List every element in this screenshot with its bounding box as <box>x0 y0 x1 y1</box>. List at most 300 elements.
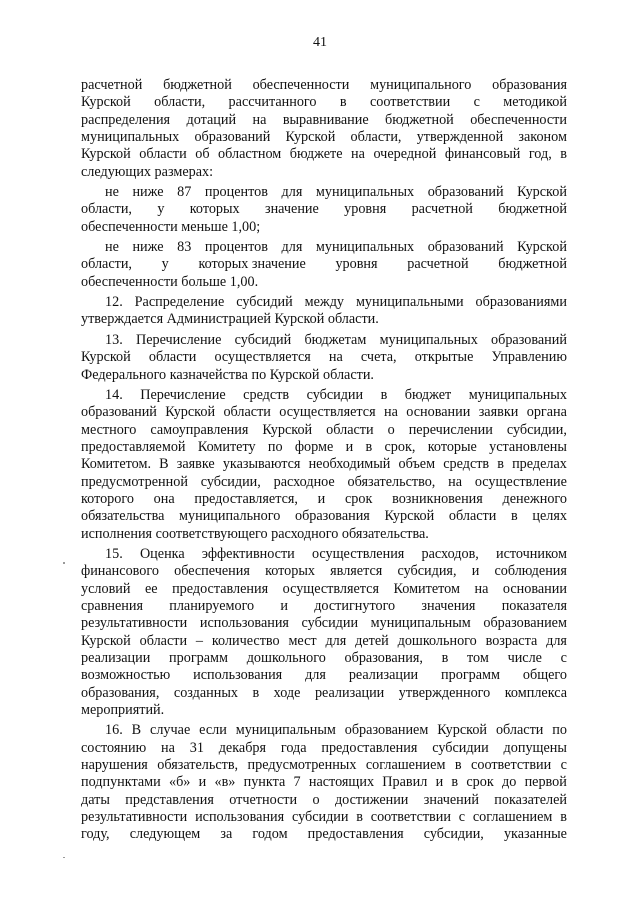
word: с <box>560 757 567 774</box>
word: на <box>328 349 343 366</box>
word: и <box>345 438 354 455</box>
text-line <box>81 201 567 218</box>
text-line <box>81 546 567 563</box>
word: с <box>473 94 480 111</box>
text-line <box>81 239 567 256</box>
word: Курской <box>384 508 435 525</box>
word: соглашением <box>472 809 553 826</box>
word: по <box>552 722 567 739</box>
word: бюджетной <box>498 256 567 273</box>
word: области <box>223 404 271 421</box>
word: органа <box>526 404 567 421</box>
word: возникновения <box>392 490 483 507</box>
word: следующем <box>129 826 201 843</box>
word: области, <box>81 201 132 218</box>
word: общего <box>522 667 567 684</box>
text-line <box>81 422 567 439</box>
word: для <box>305 667 326 684</box>
word: использования <box>199 615 289 632</box>
word: предусмотренной <box>81 473 188 490</box>
word: муниципальным <box>235 722 336 739</box>
word: образования <box>492 77 567 93</box>
word: бюджете <box>289 146 343 163</box>
word: областном <box>218 146 282 163</box>
word: программ <box>441 667 500 684</box>
text-line <box>81 740 567 757</box>
paragraph <box>81 184 567 236</box>
word: не <box>105 184 119 201</box>
word: расходное <box>273 473 335 490</box>
word: Комитетом <box>393 580 460 597</box>
word: местного <box>81 421 137 438</box>
line-text: исполнения соответствующего расходного обязательства. <box>81 525 429 542</box>
text-line <box>81 526 567 543</box>
word: реализации <box>81 650 151 666</box>
word: показателей <box>494 791 567 808</box>
word: осуществляется <box>214 349 311 366</box>
word: 14. <box>105 386 123 403</box>
word: количество <box>211 632 280 649</box>
text-line <box>81 581 567 598</box>
text-line <box>81 650 567 667</box>
word: на <box>474 580 489 597</box>
word: комплекса <box>504 684 567 701</box>
word: муниципальных <box>315 239 415 256</box>
word: Курской <box>81 94 131 111</box>
word: необходимый <box>308 456 391 473</box>
word: для <box>281 184 303 201</box>
word: Комитету <box>197 438 256 455</box>
scan-speck <box>63 857 65 858</box>
text-line <box>81 311 567 328</box>
word: значения <box>421 597 476 614</box>
word: Комитетом. <box>81 456 152 473</box>
word: 31 <box>189 739 204 756</box>
word: в <box>356 809 363 826</box>
word: она <box>153 490 175 507</box>
word: субсидии, <box>506 421 567 438</box>
text-line <box>81 667 567 684</box>
word: если <box>199 722 227 739</box>
word: муниципальных <box>468 386 567 403</box>
word: Курской <box>517 239 567 256</box>
word: обязательства <box>81 508 165 525</box>
word: которые <box>427 438 477 455</box>
word: Курской <box>517 184 567 201</box>
word: Перечисление <box>140 386 226 403</box>
word: соответствии <box>370 809 451 826</box>
text-line <box>81 164 567 181</box>
word: пункта <box>243 774 286 791</box>
word: предоставления <box>321 739 418 756</box>
text-line <box>81 685 567 702</box>
word: обеспечения <box>174 563 250 580</box>
word: Курской <box>262 421 313 438</box>
word: расчетной <box>407 256 469 273</box>
word: образований <box>491 331 567 348</box>
word: которых значение <box>198 256 306 273</box>
word: обязательство, <box>347 473 436 490</box>
word: указанные <box>503 826 567 843</box>
word: области, <box>81 256 132 273</box>
word: за <box>220 826 233 843</box>
word: субсидий <box>236 294 293 311</box>
word: 83 <box>177 239 192 256</box>
text-line <box>81 94 567 111</box>
text-line <box>81 77 567 94</box>
word: осуществляется <box>279 404 376 421</box>
text-line <box>81 792 567 809</box>
word: В <box>159 456 169 473</box>
text-line <box>81 826 567 843</box>
word: соблюдения <box>494 563 567 580</box>
word: в <box>511 508 518 525</box>
word: бюджет <box>404 386 452 403</box>
word: 16. <box>105 722 123 739</box>
word: образования, <box>81 684 160 701</box>
word: которых <box>265 563 315 580</box>
word: области, <box>154 94 206 111</box>
word: на <box>351 146 365 163</box>
text-line <box>81 598 567 615</box>
text-line <box>81 774 567 791</box>
paragraph <box>81 294 567 329</box>
text-line <box>81 274 567 291</box>
word: дошкольного <box>397 632 477 649</box>
word: субсидии <box>301 615 359 632</box>
word: установлены <box>489 438 567 455</box>
word: субсидии <box>306 386 364 403</box>
document-body <box>81 77 567 844</box>
word: самоуправления <box>150 421 249 438</box>
text-line <box>81 508 567 525</box>
word: счета, <box>360 349 397 366</box>
word: образований <box>194 129 271 146</box>
word: для <box>546 632 567 649</box>
word: срок <box>466 774 494 791</box>
word: и <box>435 774 444 791</box>
word: осуществление <box>474 473 567 490</box>
word: процентов <box>204 239 268 256</box>
word: в <box>497 456 504 473</box>
word: муниципальных <box>379 331 478 348</box>
word: является <box>330 563 383 580</box>
word: показателя <box>501 597 567 614</box>
word: «в» <box>214 774 236 791</box>
text-line <box>81 129 567 146</box>
word: средств <box>243 386 290 403</box>
word: обязательств, <box>157 757 239 774</box>
text-line <box>81 456 567 473</box>
text-line <box>81 757 567 774</box>
word: соответствии <box>471 757 552 774</box>
word: ходе <box>273 684 301 701</box>
word: в <box>252 684 260 701</box>
text-line <box>81 491 567 508</box>
word: между <box>304 294 345 311</box>
word: области <box>326 421 374 438</box>
text-line <box>81 615 567 632</box>
word: для <box>281 239 303 256</box>
word: указываются <box>222 456 301 473</box>
word: бюджетной <box>163 77 232 93</box>
text-line <box>81 112 567 129</box>
word: основании <box>406 404 471 421</box>
word: бюджетной <box>385 111 454 128</box>
word: субсидии, <box>423 826 484 843</box>
word: результативности <box>81 615 188 632</box>
word: денежного <box>502 490 567 507</box>
word: обеспеченности <box>252 77 350 93</box>
word: возможностью <box>81 667 171 684</box>
word: осуществления <box>311 545 405 562</box>
word: образования <box>294 508 370 525</box>
word: использования <box>193 667 283 684</box>
word: эффективности <box>201 545 295 562</box>
word: распределения <box>81 111 171 128</box>
word: году, <box>81 826 110 843</box>
word: в <box>560 146 567 163</box>
word: финансовый <box>444 146 521 163</box>
word: значений <box>423 791 479 808</box>
scan-speck <box>63 562 65 564</box>
word: субсидии <box>432 739 489 756</box>
word: реализации <box>348 667 419 684</box>
word: утвержденного <box>398 684 491 701</box>
word: с <box>458 809 466 826</box>
word: субсидии, <box>200 473 261 490</box>
word: 7 <box>293 774 301 791</box>
word: обеспеченности <box>470 111 567 128</box>
word: и <box>471 563 480 580</box>
word: – <box>195 632 203 649</box>
word: ниже <box>132 184 164 201</box>
word: ниже <box>132 239 164 256</box>
word: образований <box>427 184 504 201</box>
word: утвержденной <box>416 129 504 146</box>
word: достигнутого <box>314 597 396 614</box>
word: источником <box>496 545 567 562</box>
word: Курской <box>81 146 131 163</box>
word: значение <box>264 201 319 218</box>
word: соответствии <box>370 94 451 111</box>
word: года <box>280 739 307 756</box>
word: «б» <box>168 774 191 791</box>
line-text: следующих размерах: <box>81 163 214 180</box>
word: муниципальных <box>81 129 180 146</box>
word: муниципального <box>179 508 281 525</box>
word: том <box>467 650 489 666</box>
word: год, <box>528 146 552 163</box>
page-number: 41 <box>313 35 327 50</box>
word: Перечисление <box>135 331 222 348</box>
word: которых <box>189 201 240 218</box>
word: ее <box>144 580 158 597</box>
word: Курской <box>81 632 131 649</box>
word: результативности <box>81 809 188 826</box>
word: Распределение <box>134 294 225 311</box>
line-text: обеспеченности больше 1,00. <box>81 273 259 290</box>
word: предусмотренных <box>247 757 357 774</box>
word: области <box>139 632 188 649</box>
word: субсидия, <box>397 563 457 580</box>
word: области <box>448 508 497 525</box>
word: срок <box>344 490 373 507</box>
word: муниципальным <box>370 615 471 632</box>
word: перечислении <box>408 421 493 438</box>
word: пределах <box>512 456 567 473</box>
line-text: обеспеченности меньше 1,00; <box>81 218 261 235</box>
text-line <box>81 387 567 404</box>
word: субсидии <box>291 809 349 826</box>
word: отчетности <box>229 791 298 808</box>
word: образованием <box>344 722 429 739</box>
word: средств <box>443 456 490 473</box>
word: у <box>157 201 165 218</box>
paragraph <box>81 387 567 543</box>
word: созданных <box>173 684 238 701</box>
word: дошкольного <box>246 650 326 666</box>
word: Курской <box>81 349 131 366</box>
word: состоянию <box>81 739 147 756</box>
word: Курской <box>165 404 216 421</box>
word: рассчитанного <box>228 94 317 111</box>
word: об <box>195 146 210 163</box>
word: представления <box>125 791 214 808</box>
word: 13. <box>105 331 123 348</box>
word: целях <box>532 508 567 525</box>
word: бюджетам <box>304 331 367 348</box>
word: по <box>267 438 283 455</box>
word: заявке <box>176 456 215 473</box>
word: образований <box>427 239 504 256</box>
word: методикой <box>503 94 567 111</box>
word: в <box>380 386 388 403</box>
text-line <box>81 722 567 739</box>
word: осуществляется <box>282 580 379 597</box>
word: для <box>325 632 347 649</box>
word: расходов, <box>421 545 479 562</box>
word: уровня <box>344 201 387 218</box>
line-text: утверждается Администрацией Курской области. <box>81 311 379 328</box>
word: первой <box>524 774 567 791</box>
word: детей <box>355 632 389 649</box>
text-line <box>81 633 567 650</box>
word: открытые <box>414 349 474 366</box>
word: 15. <box>105 545 123 562</box>
paragraph <box>81 77 567 181</box>
word: даты <box>81 791 110 808</box>
word: образований <box>81 404 157 421</box>
word: настоящих <box>308 774 375 791</box>
word: предоставляемой <box>81 438 186 455</box>
word: до <box>502 774 517 791</box>
word: числе <box>507 650 542 666</box>
word: форме <box>294 438 334 455</box>
word: на <box>384 404 398 421</box>
word: в <box>451 774 459 791</box>
word: допущены <box>503 739 567 756</box>
word: о <box>312 791 320 808</box>
word: дотаций <box>186 111 237 128</box>
word: в <box>339 94 347 111</box>
text-line <box>81 332 567 349</box>
word: объем <box>398 456 436 473</box>
word: муниципальными <box>355 294 464 311</box>
word: расчетной <box>411 201 473 218</box>
word: 12. <box>105 294 123 311</box>
word: в <box>441 650 449 666</box>
word: области <box>139 146 187 163</box>
text-line <box>81 146 567 163</box>
word: программ <box>169 650 228 666</box>
word: подпунктами <box>81 774 161 791</box>
word: в <box>454 757 462 774</box>
word: Курской <box>437 722 488 739</box>
word: муниципальных <box>315 184 415 201</box>
word: Управлению <box>491 349 567 366</box>
word: о <box>387 421 395 438</box>
word: Правил <box>382 774 428 791</box>
word: выравнивание <box>282 111 369 128</box>
word: законом <box>518 129 567 146</box>
word: финансового <box>81 563 159 580</box>
word: заявки <box>478 404 519 421</box>
word: субсидий <box>234 331 292 348</box>
text-line <box>81 809 567 826</box>
line-text: мероприятий. <box>81 702 165 719</box>
word: годом <box>252 826 288 843</box>
word: В <box>131 722 142 739</box>
word: которого <box>81 490 134 507</box>
word: и <box>198 774 207 791</box>
word: на <box>448 473 463 490</box>
word: условий <box>81 580 131 597</box>
paragraph <box>81 239 567 291</box>
word: мест <box>288 632 317 649</box>
line-text: Федерального казначейства по Курской области. <box>81 366 374 383</box>
word: в <box>365 438 373 455</box>
word: и <box>317 490 326 507</box>
word: предоставляется, <box>194 490 298 507</box>
word: с <box>560 650 567 666</box>
word: сравнения <box>81 597 143 614</box>
word: в <box>560 809 567 826</box>
word: нарушения <box>81 757 148 774</box>
word: срок, <box>384 438 416 455</box>
text-line <box>81 439 567 456</box>
word: бюджетной <box>498 201 567 218</box>
text-line <box>81 563 567 580</box>
word: достижении <box>334 791 409 808</box>
word: уровня <box>335 256 378 273</box>
text-line <box>81 404 567 421</box>
word: образования, <box>344 650 423 666</box>
text-line <box>81 367 567 384</box>
word: Оценка <box>139 545 185 562</box>
word: области <box>495 722 544 739</box>
word: возраста <box>485 632 538 649</box>
paragraph <box>81 332 567 384</box>
text-line <box>81 294 567 311</box>
text-line <box>81 349 567 366</box>
word: использования <box>195 809 285 826</box>
word: предоставления <box>172 580 269 597</box>
text-line <box>81 256 567 273</box>
word: Курской <box>285 129 336 146</box>
word: расчетной <box>81 77 143 93</box>
word: основании <box>502 580 567 597</box>
